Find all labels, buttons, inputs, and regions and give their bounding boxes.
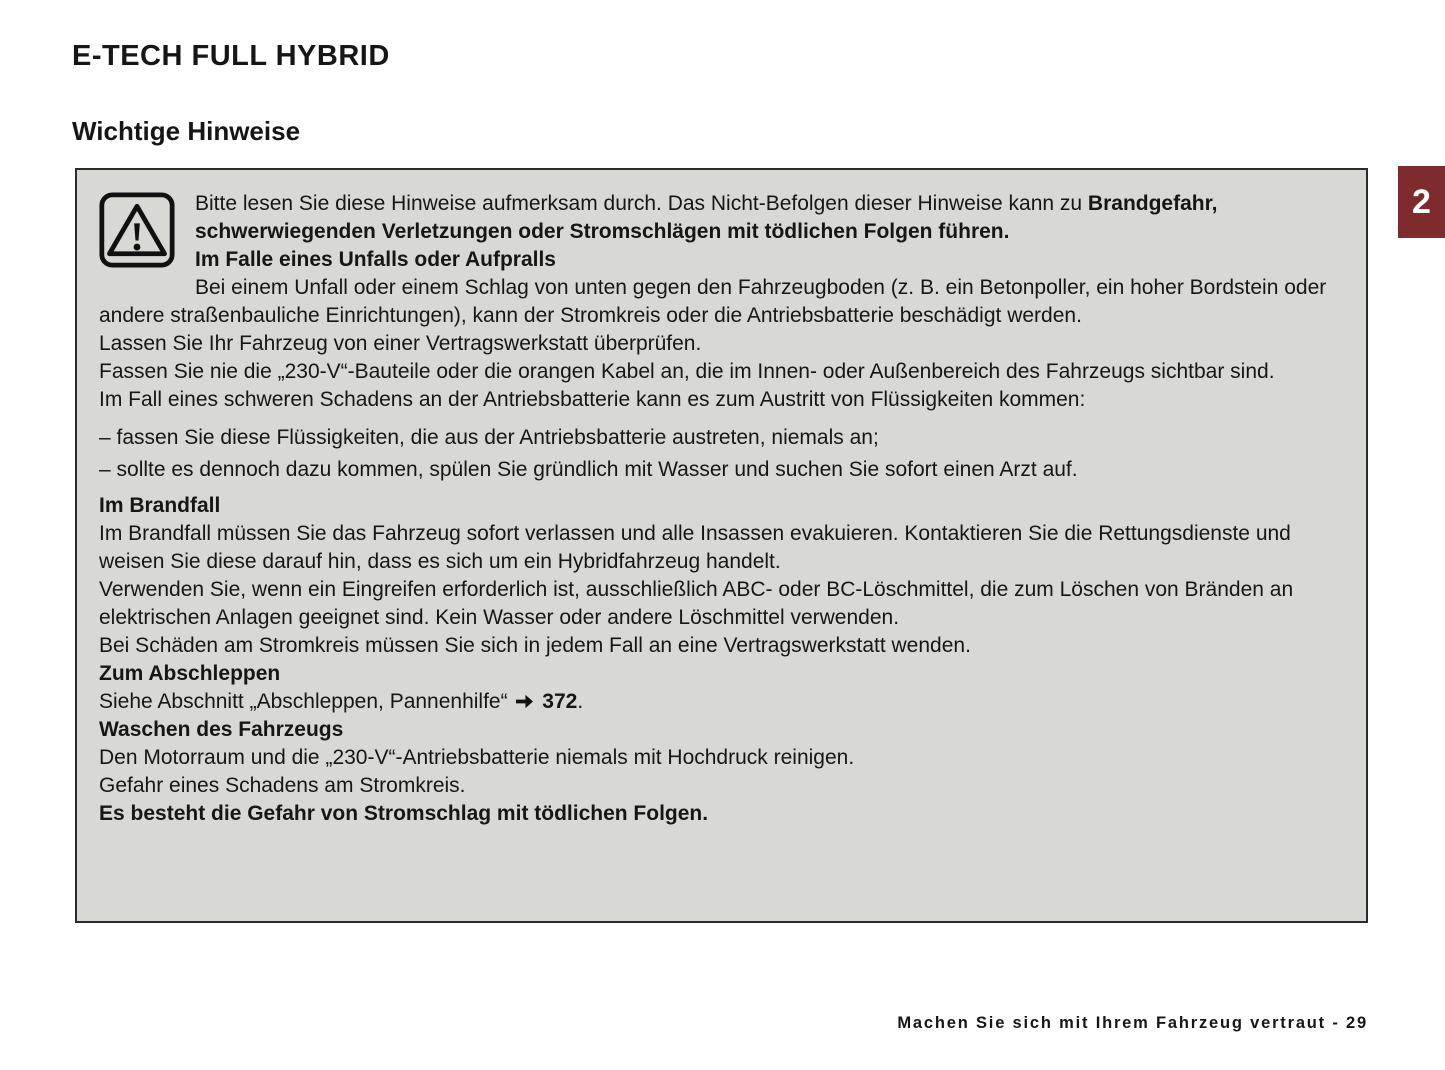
text-segment: Im Brandfall xyxy=(99,494,221,517)
body-paragraph xyxy=(99,772,1344,800)
final-warning-line xyxy=(99,800,1344,828)
heading-abschleppen xyxy=(99,660,1344,688)
text-segment: Fassen Sie nie die „230-V“-Bauteile oder die orangen Kabel an, die im Innen- oder Außenbereich des Fahrzeugs sichtbar sind. xyxy=(99,360,1275,383)
text-segment: Brandgefahr, schwerwiegenden Verletzungen oder Stromschlägen mit tödlichen Folgen führen. xyxy=(195,192,1218,243)
body-paragraph xyxy=(99,520,1344,576)
warning-box xyxy=(75,168,1368,923)
text-segment: Lassen Sie Ihr Fahrzeug von einer Vertragswerkstatt überprüfen. xyxy=(99,332,702,355)
body-paragraph xyxy=(99,632,1344,660)
text-segment: – fassen Sie diese Flüssigkeiten, die aus der Antriebsbatterie austreten, niemals an; xyxy=(99,426,879,449)
body-paragraph xyxy=(99,744,1344,772)
text-segment: Waschen des Fahrzeugs xyxy=(99,718,344,741)
body-paragraph xyxy=(99,576,1344,632)
heading-unfall xyxy=(99,246,1344,274)
text-segment: . xyxy=(577,690,584,713)
intro-paragraph xyxy=(99,190,1344,246)
body-paragraph xyxy=(99,274,1344,330)
page-footer: Machen Sie sich mit Ihrem Fahrzeug vertraut - 29 xyxy=(897,1014,1368,1032)
chapter-number: 2 xyxy=(1412,182,1431,221)
text-segment: Zum Abschleppen xyxy=(99,662,281,685)
warning-text xyxy=(99,190,1344,828)
text-segment: Den Motorraum und die „230-V“-Antriebsbatterie niemals mit Hochdruck reinigen. xyxy=(99,746,855,769)
page-reference-line xyxy=(99,688,1344,716)
text-segment: Siehe Abschnitt „Abschleppen, Pannenhilfe“ xyxy=(99,690,514,713)
text-segment: Im Falle eines Unfalls oder Aufpralls xyxy=(195,248,556,271)
bullet-paragraph xyxy=(99,456,1344,484)
text-segment: Im Brandfall müssen Sie das Fahrzeug sofort verlassen und alle Insassen evakuieren. Kontaktieren Sie die Rettungsdienste und weisen Sie diese darauf hin, dass es sich um ein Hybridfahrzeug handelt. xyxy=(99,522,1291,573)
body-paragraph xyxy=(99,358,1344,386)
page-title: E-TECH FULL HYBRID xyxy=(72,40,390,72)
text-segment: – sollte es dennoch dazu kommen, spülen Sie gründlich mit Wasser und suchen Sie sofort einen Arzt auf. xyxy=(99,458,1078,481)
text-segment: Verwenden Sie, wenn ein Eingreifen erforderlich ist, ausschließlich ABC- oder BC-Löschmittel, die zum Löschen von Bränden an elektrischen Anlagen geeignet sind. Kein Wasser oder andere Löschmittel verwenden. xyxy=(99,578,1294,629)
warning-triangle-icon xyxy=(99,192,175,268)
body-paragraph xyxy=(99,330,1344,358)
section-subtitle: Wichtige Hinweise xyxy=(72,116,301,146)
text-segment: Bitte lesen Sie diese Hinweise aufmerksam durch. Das Nicht-Befolgen dieser Hinweise kann zu xyxy=(195,192,1088,215)
page-reference-arrow-icon xyxy=(515,693,534,710)
heading-waschen xyxy=(99,716,1344,744)
heading-brandfall xyxy=(99,492,1344,520)
text-segment: Bei einem Unfall oder einem Schlag von unten gegen den Fahrzeugboden (z. B. ein Betonpoller, ein hoher Bordstein oder andere straßenbauliche Einrichtungen), kann der Stromkreis oder die Antriebsbatterie beschädigt werden. xyxy=(99,276,1327,327)
text-segment: Bei Schäden am Stromkreis müssen Sie sich in jedem Fall an eine Vertragswerkstatt wenden. xyxy=(99,634,971,657)
text-segment: Gefahr eines Schadens am Stromkreis. xyxy=(99,774,466,797)
text-segment: 372 xyxy=(536,690,578,713)
chapter-tab xyxy=(1398,166,1445,238)
bullet-paragraph xyxy=(99,424,1344,452)
text-segment: Im Fall eines schweren Schadens an der Antriebsbatterie kann es zum Austritt von Flüssigkeiten kommen: xyxy=(99,388,1086,411)
body-paragraph xyxy=(99,386,1344,414)
text-segment: Es besteht die Gefahr von Stromschlag mit tödlichen Folgen. xyxy=(99,802,709,825)
